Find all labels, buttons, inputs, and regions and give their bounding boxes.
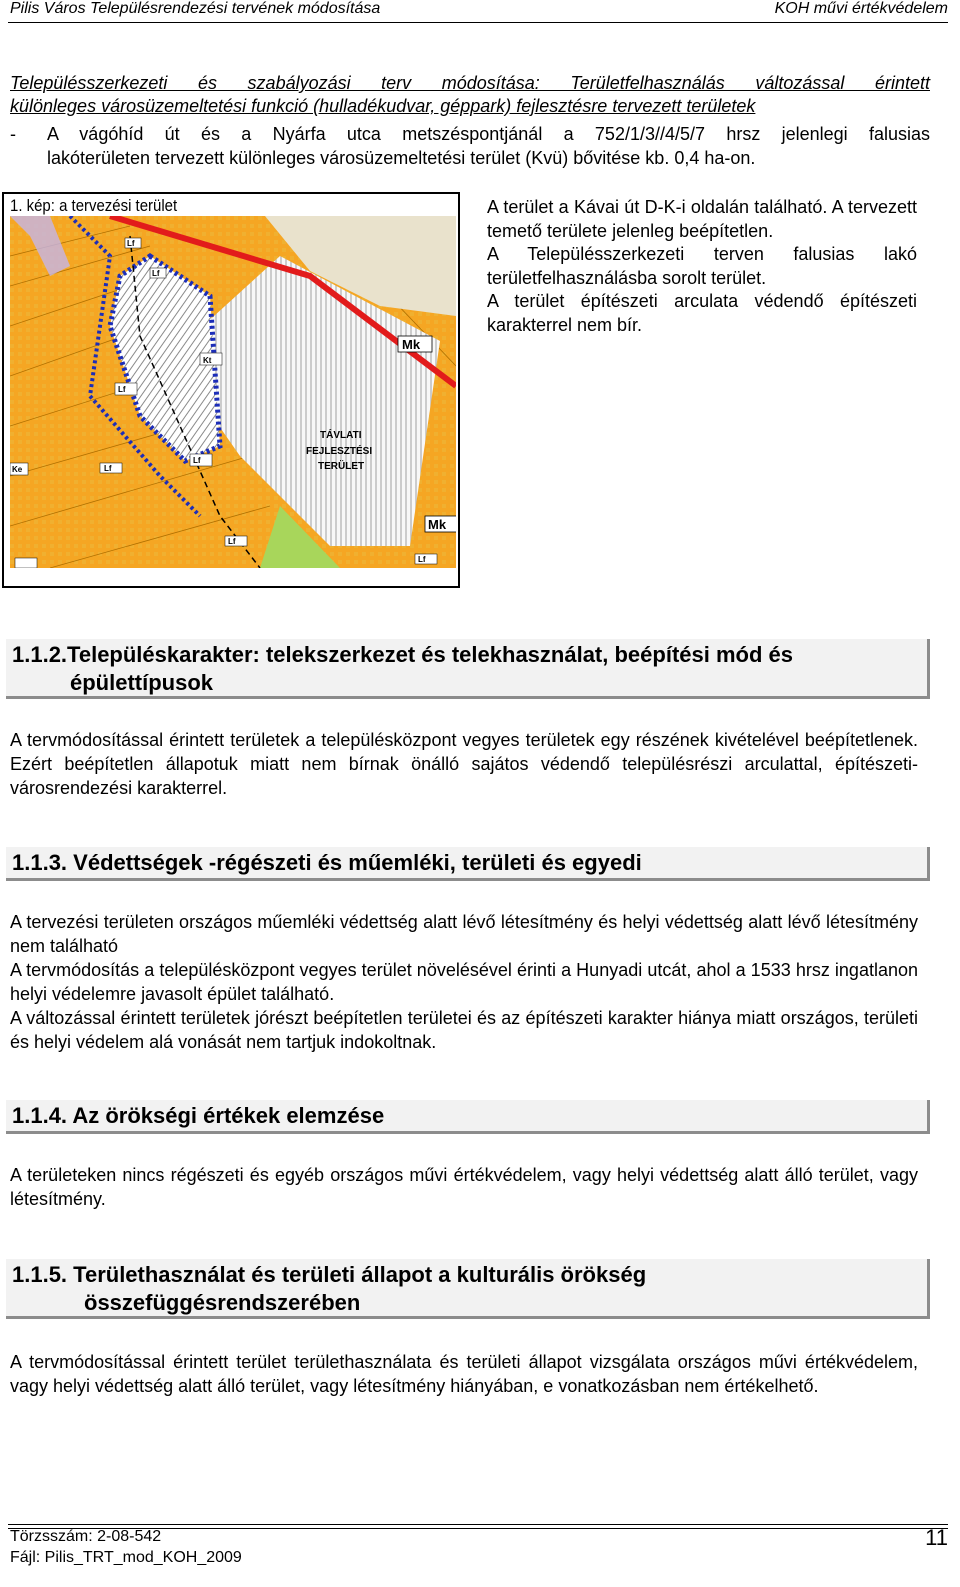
page-number: 11: [925, 1525, 948, 1550]
figure-description: [487, 196, 917, 337]
header-document-title: Pilis Város Településrendezési tervének módosítása: [10, 0, 381, 17]
map-label-lf-6: Lf: [228, 537, 236, 546]
section-1-1-3-paragraph-3: A változással érintett területek jórészt beépítetlen területei és az építészeti karakter hiánya miatt országos, területi és helyi védelem alá vonását nem tartjuk indokoltnak.: [10, 1008, 918, 1052]
section-heading-1-1-4-line-1: 1.1.4. Az örökségi értékek elemzése: [12, 1103, 385, 1128]
section-1-1-2-paragraph-1: A tervmódosítással érintett területek a településközpont vegyes területek egy részének kivételével beépítetlenek. Ezért beépítetlen állapotuk miatt nem bírnak önálló sajátos védendő településrészi arculattal, építészeti-városrendezési karakterrel.: [10, 730, 918, 798]
map-label-lf-3: Lf: [118, 385, 126, 394]
map-label-mk-2: Mk: [428, 517, 447, 532]
planning-map: [10, 216, 456, 568]
bullet-text-line-2: lakóterületen tervezett különleges városüzemeltetési terület (Kvü) bővitése kb. 0,4 ha-on.: [47, 148, 756, 168]
section-1-1-5-paragraph-1: A tervmódosítással érintett terület területhasználata és területi állapot vizsgálata országos művi értékvédelem, vagy helyi védettség alatt álló terület, vagy létesítmény hiányában, e vonatkozásban nem értékelhető.: [10, 1352, 918, 1396]
map-label-lf-7: Lf: [418, 555, 426, 564]
figure-description-p3: A terület építészeti arculata védendő építészeti karakterrel nem bír.: [487, 291, 917, 335]
map-label-ke: Ke: [12, 465, 23, 474]
map-future-label-1: TÁVLATI: [320, 430, 362, 441]
section-heading-1-1-2-line-2: épülettípusok: [70, 670, 214, 695]
bullet-text-line-1: A vágóhíd út és a Nyárfa utca metszéspontjánál a 752/1/3//4/5/7 hrsz jelenlegi falusias: [47, 124, 930, 144]
bullet-dash: -: [10, 124, 16, 144]
section-heading-1-1-4: [6, 1100, 930, 1134]
section-1-1-3-body: [10, 910, 918, 1054]
map-future-label-2: FEJLESZTÉSI: [306, 446, 373, 457]
section-heading-1-1-5: [6, 1259, 930, 1319]
section-heading-1-1-2-line-1: 1.1.2.Településkarakter: telekszerkezet és telekhasználat, beépítési mód és: [12, 642, 793, 667]
section-1-1-4-body: [10, 1163, 918, 1211]
map-label-lf-5: Lf: [193, 456, 201, 465]
map-label-mk-1: Mk: [402, 337, 421, 352]
header-section-title: KOH művi értékvédelem: [774, 0, 948, 17]
section-heading-1-1-3-line-1: 1.1.3. Védettségek -régészeti és műemléki, területi és egyedi: [12, 850, 642, 875]
section-1-1-3-paragraph-1: A tervezési területen országos műemléki védettség alatt lévő létesítmény és helyi védettség alatt lévő létesítmény nem található: [10, 912, 918, 956]
map-label-lf-4: Lf: [104, 464, 112, 473]
section-heading-1-1-5-line-2: összefüggésrendszerében: [84, 1290, 361, 1315]
section-1-1-3-paragraph-2: A tervmódosítás a településközpont vegyes terület növelésével érinti a Hunyadi utcát, ahol a 1533 hrsz ingatlanon helyi védelemre javasolt épület található.: [10, 960, 918, 1004]
footer-registry-number: Törzsszám: 2-08-542: [10, 1528, 162, 1545]
map-label-kt: Kt: [203, 356, 212, 365]
map-future-label-3: TERÜLET: [318, 461, 365, 472]
section-1-1-2-body: [10, 728, 918, 800]
section-1-1-4-paragraph-1: A területeken nincs régészeti és egyéb országos művi értékvédelem, vagy helyi védettség alatt álló terület, vagy létesítmény.: [10, 1165, 918, 1209]
label-box-lf-8: [15, 558, 37, 568]
footer-divider-top: [8, 1524, 948, 1525]
figure-description-p2: A Településszerkezeti terven falusias lakó területfelhasználásba sorolt terület.: [487, 244, 917, 288]
map-label-lf-1: Lf: [127, 239, 135, 248]
section-heading-1-1-2: [6, 639, 930, 699]
map-label-lf-2: Lf: [152, 269, 160, 278]
intro-title-line-2: különleges városüzemeltetési funkció (hulladékudvar, géppark) fejlesztésre tervezett területek: [10, 96, 756, 116]
section-1-1-5-body: [10, 1350, 918, 1398]
section-heading-1-1-5-line-1: 1.1.5. Területhasználat és területi állapot a kulturális örökség: [12, 1262, 647, 1287]
intro-title-line-1: Településszerkezeti és szabályozási terv módosítása: Területfelhasználás változással érintett: [10, 73, 930, 93]
figure-description-p1: A terület a Kávai út D-K-i oldalán található. A tervezett temető területe jelenleg beépítetlen.: [487, 197, 917, 241]
header-divider: [8, 22, 948, 23]
footer-file-name: Fájl: Pilis_TRT_mod_KOH_2009: [10, 1549, 242, 1566]
section-heading-1-1-3: [6, 847, 930, 881]
figure-caption: 1. kép: a tervezési terület: [10, 196, 178, 215]
